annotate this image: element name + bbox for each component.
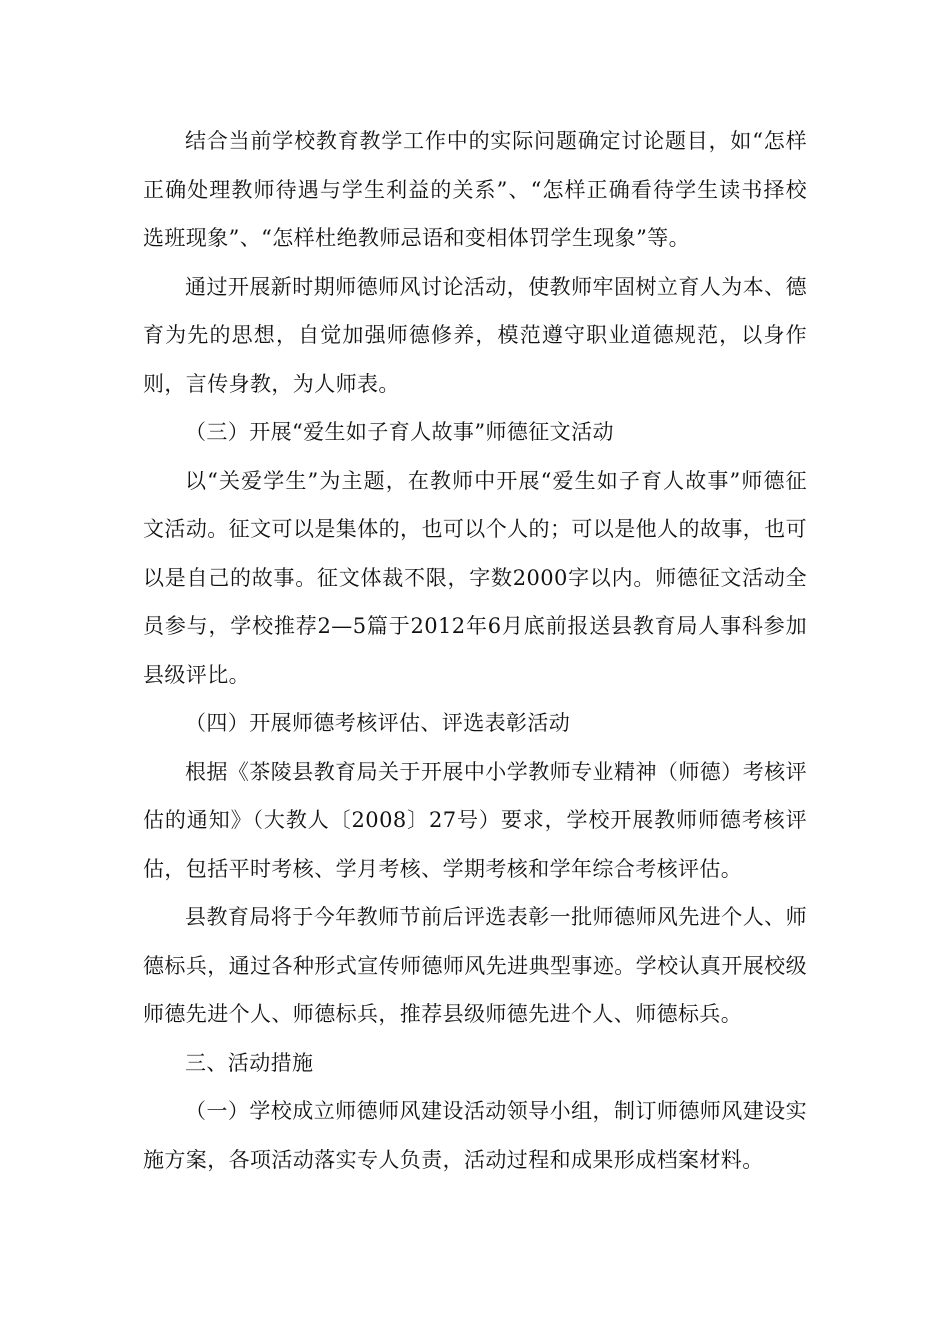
paragraph-assessment: 根据《茶陵县教育局关于开展中小学教师专业精神（师德）考核评估的通知》（大教人〔2008〕27号）要求，学校开展教师师德考核评估，包括平时考核、学月考核、学期考核和学年综合考核评估。 (143, 759, 807, 881)
document-body (143, 117, 807, 1184)
paragraph-leadership-group: （一）学校成立师德师风建设活动领导小组，制订师德师风建设实施方案，各项活动落实专人负责，活动过程和成果形成档案材料。 (143, 1099, 807, 1172)
paragraph-essay-activity: 以“关爱学生”为主题，在教师中开展“爱生如子育人故事”师德征文活动。征文可以是集体的，也可以个人的；可以是他人的故事，也可以是自己的故事。征文体裁不限，字数2000字以内。师德征文活动全员参与，学校推荐2—5篇于2012年6月底前报送县教育局人事科参加县级评比。 (143, 468, 807, 687)
section-heading-assessment: （四）开展师德考核评估、评选表彰活动 (185, 711, 571, 735)
paragraph-discussion-goal: 通过开展新时期师德师风讨论活动，使教师牢固树立育人为本、德育为先的思想，自觉加强师德修养，模范遵守职业道德规范，以身作则，言传身教，为人师表。 (143, 274, 807, 396)
paragraph-discussion-topics: 结合当前学校教育教学工作中的实际问题确定讨论题目，如“怎样正确处理教师待遇与学生利益的关系”、“怎样正确看待学生读书择校选班现象”、“怎样杜绝教师忌语和变相体罚学生现象”等。 (143, 129, 807, 250)
paragraph-commendation: 县教育局将于今年教师节前后评选表彰一批师德师风先进个人、师德标兵，通过各种形式宣传师德师风先进典型事迹。学校认真开展校级师德先进个人、师德标兵，推荐县级师德先进个人、师德标兵。 (143, 905, 807, 1026)
section-heading-measures: 三、活动措施 (185, 1050, 314, 1075)
section-heading-essay-activity: （三）开展“爱生如子育人故事”师德征文活动 (185, 420, 614, 444)
